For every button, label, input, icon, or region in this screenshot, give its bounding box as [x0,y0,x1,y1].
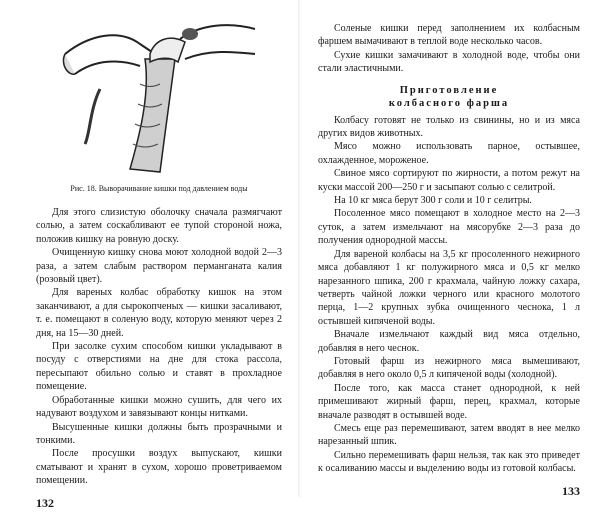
paragraph: На 10 кг мяса берут 300 г соли и 10 г селитры. [334,195,532,207]
paragraph: Для этого слизистую оболочку сначала размягчают солью, а затем соскабливают ее тупой стороной ножа, положив кишку на ровную доску. [36,207,282,245]
left-page [0,0,300,510]
heading-line: колбасного фарша [388,98,510,110]
paragraph: Смесь еще раз перемешивают, затем вводят в нее мелко нарезанный шпик. [318,422,580,448]
paragraph: Очищенную кишку снова моют холодной водой 2—3 раза, а затем слабым раствором перманганата калия (розовый цвет). [36,247,282,286]
paragraph: Колбасу готовят не только из свинины, но и из мяса других видов животных. [318,114,580,140]
heading-line: Приготовление [399,84,499,96]
page-number: 132 [36,495,54,510]
paragraph: Готовый фарш из нежирного мяса вымешивают, добавляя в него около 0,5 л кипяченой воды (холодной). [318,355,580,381]
paragraph: Сухие кишки замачивают в холодной воде, чтобы они стали эластичными. [318,49,580,75]
paragraph: Для вареных колбас обработку кишок на этом заканчивают, а для сырокопченых — кишки засаливают, т. е. помещают в соленую воду, которую меняют через 2 дня, на 15—30 дней. [36,287,282,339]
paragraph: Соленые кишки перед заполнением их колбасным фаршем вымачивают в теплой воде несколько часов. [318,23,580,48]
section-heading [318,84,580,111]
paragraph: После просушки воздух выпускают, кишки сматывают и хранят в сухом, хорошо проветриваемом помещении. [36,448,282,487]
paragraph: Для вареной колбасы на 3,5 кг просоленного нежирного мяса добавляют 1 кг полужирного мяса и 0,5 кг мелко нарезанного шпика, 200 г крахмала, чайную ложку сахара, четверть чайной ложки черного или красного молотого перца, 1—2 крупных зубка очищенного чеснока, 1 л остывшей кипяченой воды. [318,248,580,327]
paragraph: Мясо можно использовать парное, остывшее, охлажденное, мороженое. [318,141,580,166]
left-page-body [36,206,282,488]
paragraph: Посоленное мясо помещают в холодное место на 2—3 суток, а затем измельчают на мясорубке 2—3 раза до получения однородной массы. [318,208,580,247]
figure-caption: Рис. 18. Выворачивание кишки под давлением воды [70,184,248,193]
right-page-body [318,22,580,476]
paragraph: Вначале измельчают каждый вид мяса отдельно, добавляя в него чеснок. [318,329,580,354]
paragraph: Сильно перемешивать фарш нельзя, так как это приведет к осаливанию массы и выделению воды из готовой колбасы. [318,449,580,475]
right-page-column [318,22,580,497]
paragraph: Обработанные кишки можно сушить, для чего их надувают воздухом и завязывают концы нитками. [36,394,282,420]
paragraph: При засолке сухим способом кишки укладывают в посуду с отверстиями на дне для стока рассола, пересыпают обильно солью и ставят в прохладное помещение. [36,341,282,393]
figure-illustration-casing-turning [60,14,260,174]
left-page-column [36,206,282,510]
paragraph: После того, как масса станет однородной, к ней примешивают жирный фарш, перец, крахмал, которые вначале разводят в остывшей воде. [318,382,580,421]
paragraph: Свиное мясо сортируют по жирности, а потом режут на куски массой 200—250 г и засыпают солью с селитрой. [318,168,580,193]
right-page [300,0,600,497]
paragraph: Высушенные кишки должны быть прозрачными и тонкими. [36,421,282,446]
page-number: 133 [562,483,580,498]
